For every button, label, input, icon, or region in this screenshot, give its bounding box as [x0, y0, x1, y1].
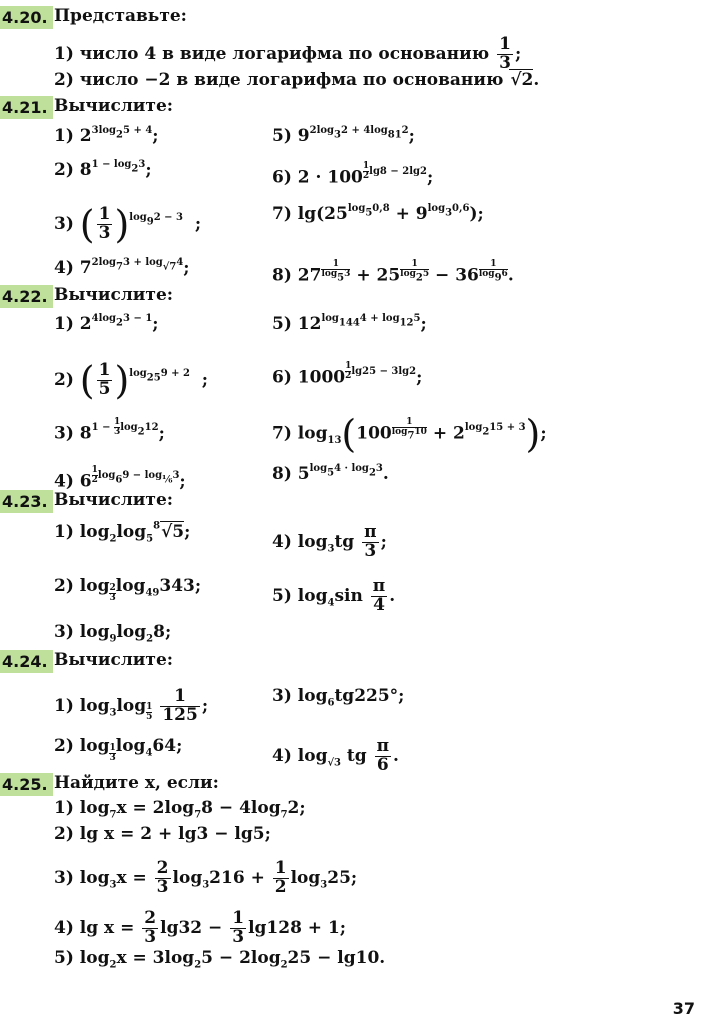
- item: 1) $\log_3\log$ $_{\frac{1}{5}}$ $\frac{1}{125}$ ;: [54, 686, 209, 725]
- item: 3) $\log_9\log_28$;: [54, 622, 172, 645]
- problem-number: 4.25.: [0, 773, 53, 796]
- problem-number: 4.23.: [0, 490, 53, 513]
- item: 1) $\log_2\log_5^8√5$;: [54, 520, 191, 545]
- item: 1) $2^{3log_25 + 4}$;: [54, 124, 159, 146]
- item: 5) $\log_4\sin$ $\frac{\pi}{4}$ .: [272, 576, 396, 615]
- item: 6) 1000 $^{\frac{1}{2} lg25 - 3lg2}$;: [272, 361, 423, 388]
- item: 2) log $_{\frac{1}{3}}$ $\log_464$;: [54, 736, 183, 763]
- item: 2) log $_{\frac{2}{3}}$ $\log_{49}343$;: [54, 576, 202, 603]
- item: 2) $8^{1 - log_23}$;: [54, 158, 152, 180]
- item: 4) $7^{2log_73 + log_{√7}4}$;: [54, 256, 190, 278]
- item: 3) $\log_3x$ = $\frac{2}{3}$ $\log_3216$ + $\frac{1}{2}$ $\log_325$;: [54, 858, 358, 897]
- item: 6) 2 · 100 $^{\frac{1}{2} lg8 - 2lg2}$;: [272, 161, 434, 188]
- item: 3) $\log_6tg225^\circ$;: [272, 686, 405, 709]
- item: 1) $2^{4log_23 - 1}$;: [54, 312, 159, 334]
- item: 1) $\log_7x = 2\log_78 - 4\log_72$;: [54, 798, 306, 821]
- item: 4) 6 $^{\frac{1}{2} log_69 - log_{\frac{1}{6}}3}$;: [54, 465, 186, 492]
- problem-header: Вычислите:: [54, 96, 174, 116]
- problem-number: 4.24.: [0, 650, 53, 673]
- problem-header: Вычислите:: [54, 650, 174, 670]
- item: 3) $8^{1 - \frac{1}{3} log_212}$;: [54, 417, 165, 444]
- item: 4) $\log_3tg$ $\frac{\pi}{3}$ ;: [272, 522, 387, 561]
- problem-header: Вычислите:: [54, 285, 174, 305]
- page-number: 37: [672, 999, 695, 1018]
- item: 5) $9^{2log_32 + 4log_{81}2}$;: [272, 124, 415, 146]
- item: 7) $\lg(25^{log_50,8} + 9^{log_30,6})$;: [272, 202, 484, 224]
- item: 5) $12^{log_{144}4 + log_{12}5}$;: [272, 312, 427, 334]
- item: 1) число 4 в виде логарифма по основанию $\frac{1}{3}$ ;: [54, 34, 522, 73]
- problem-number: 4.21.: [0, 96, 53, 119]
- item: 8) $5^{log_54 \cdot log_23}$.: [272, 462, 389, 484]
- item: 2) ( $\frac{1}{5}$ )$^{log_{25}9 + 2}$ ;: [54, 358, 209, 403]
- item: 5) $\log_2x = 3\log_25 - 2\log_225 - \lg 10$.: [54, 948, 386, 971]
- item: 3) ( $\frac{1}{3}$ )$^{log_92 - 3}$ ;: [54, 202, 202, 247]
- problem-header: Найдите x, если:: [54, 773, 219, 793]
- item: 2) lg x = 2 + lg3 − lg5;: [54, 824, 271, 844]
- item: 4) lg x = $\frac{2}{3}$ lg32 − $\frac{1}{3}$ lg128 + 1;: [54, 908, 347, 947]
- problem-header: Представьте:: [54, 6, 187, 26]
- item: 4) $\log_{√3}$ tg $\frac{\pi}{6}$ .: [272, 736, 399, 775]
- item: 7) $\log_{13}(100$ $^{\frac{1}{\log_710}}$ + $2^{log_215 + 3}$);: [272, 412, 547, 456]
- item: 2) число −2 в виде логарифма по основанию √2.: [54, 70, 540, 90]
- problem-number: 4.20.: [0, 6, 53, 29]
- item: 8) 27 $^{\frac{1}{\log_53}}$ + 25 $^{\frac{1}{\log_25}}$ − 36 $^{\frac{1}{\log_96}}$ .: [272, 259, 514, 286]
- problem-header: Вычислите:: [54, 490, 174, 510]
- problem-number: 4.22.: [0, 285, 53, 308]
